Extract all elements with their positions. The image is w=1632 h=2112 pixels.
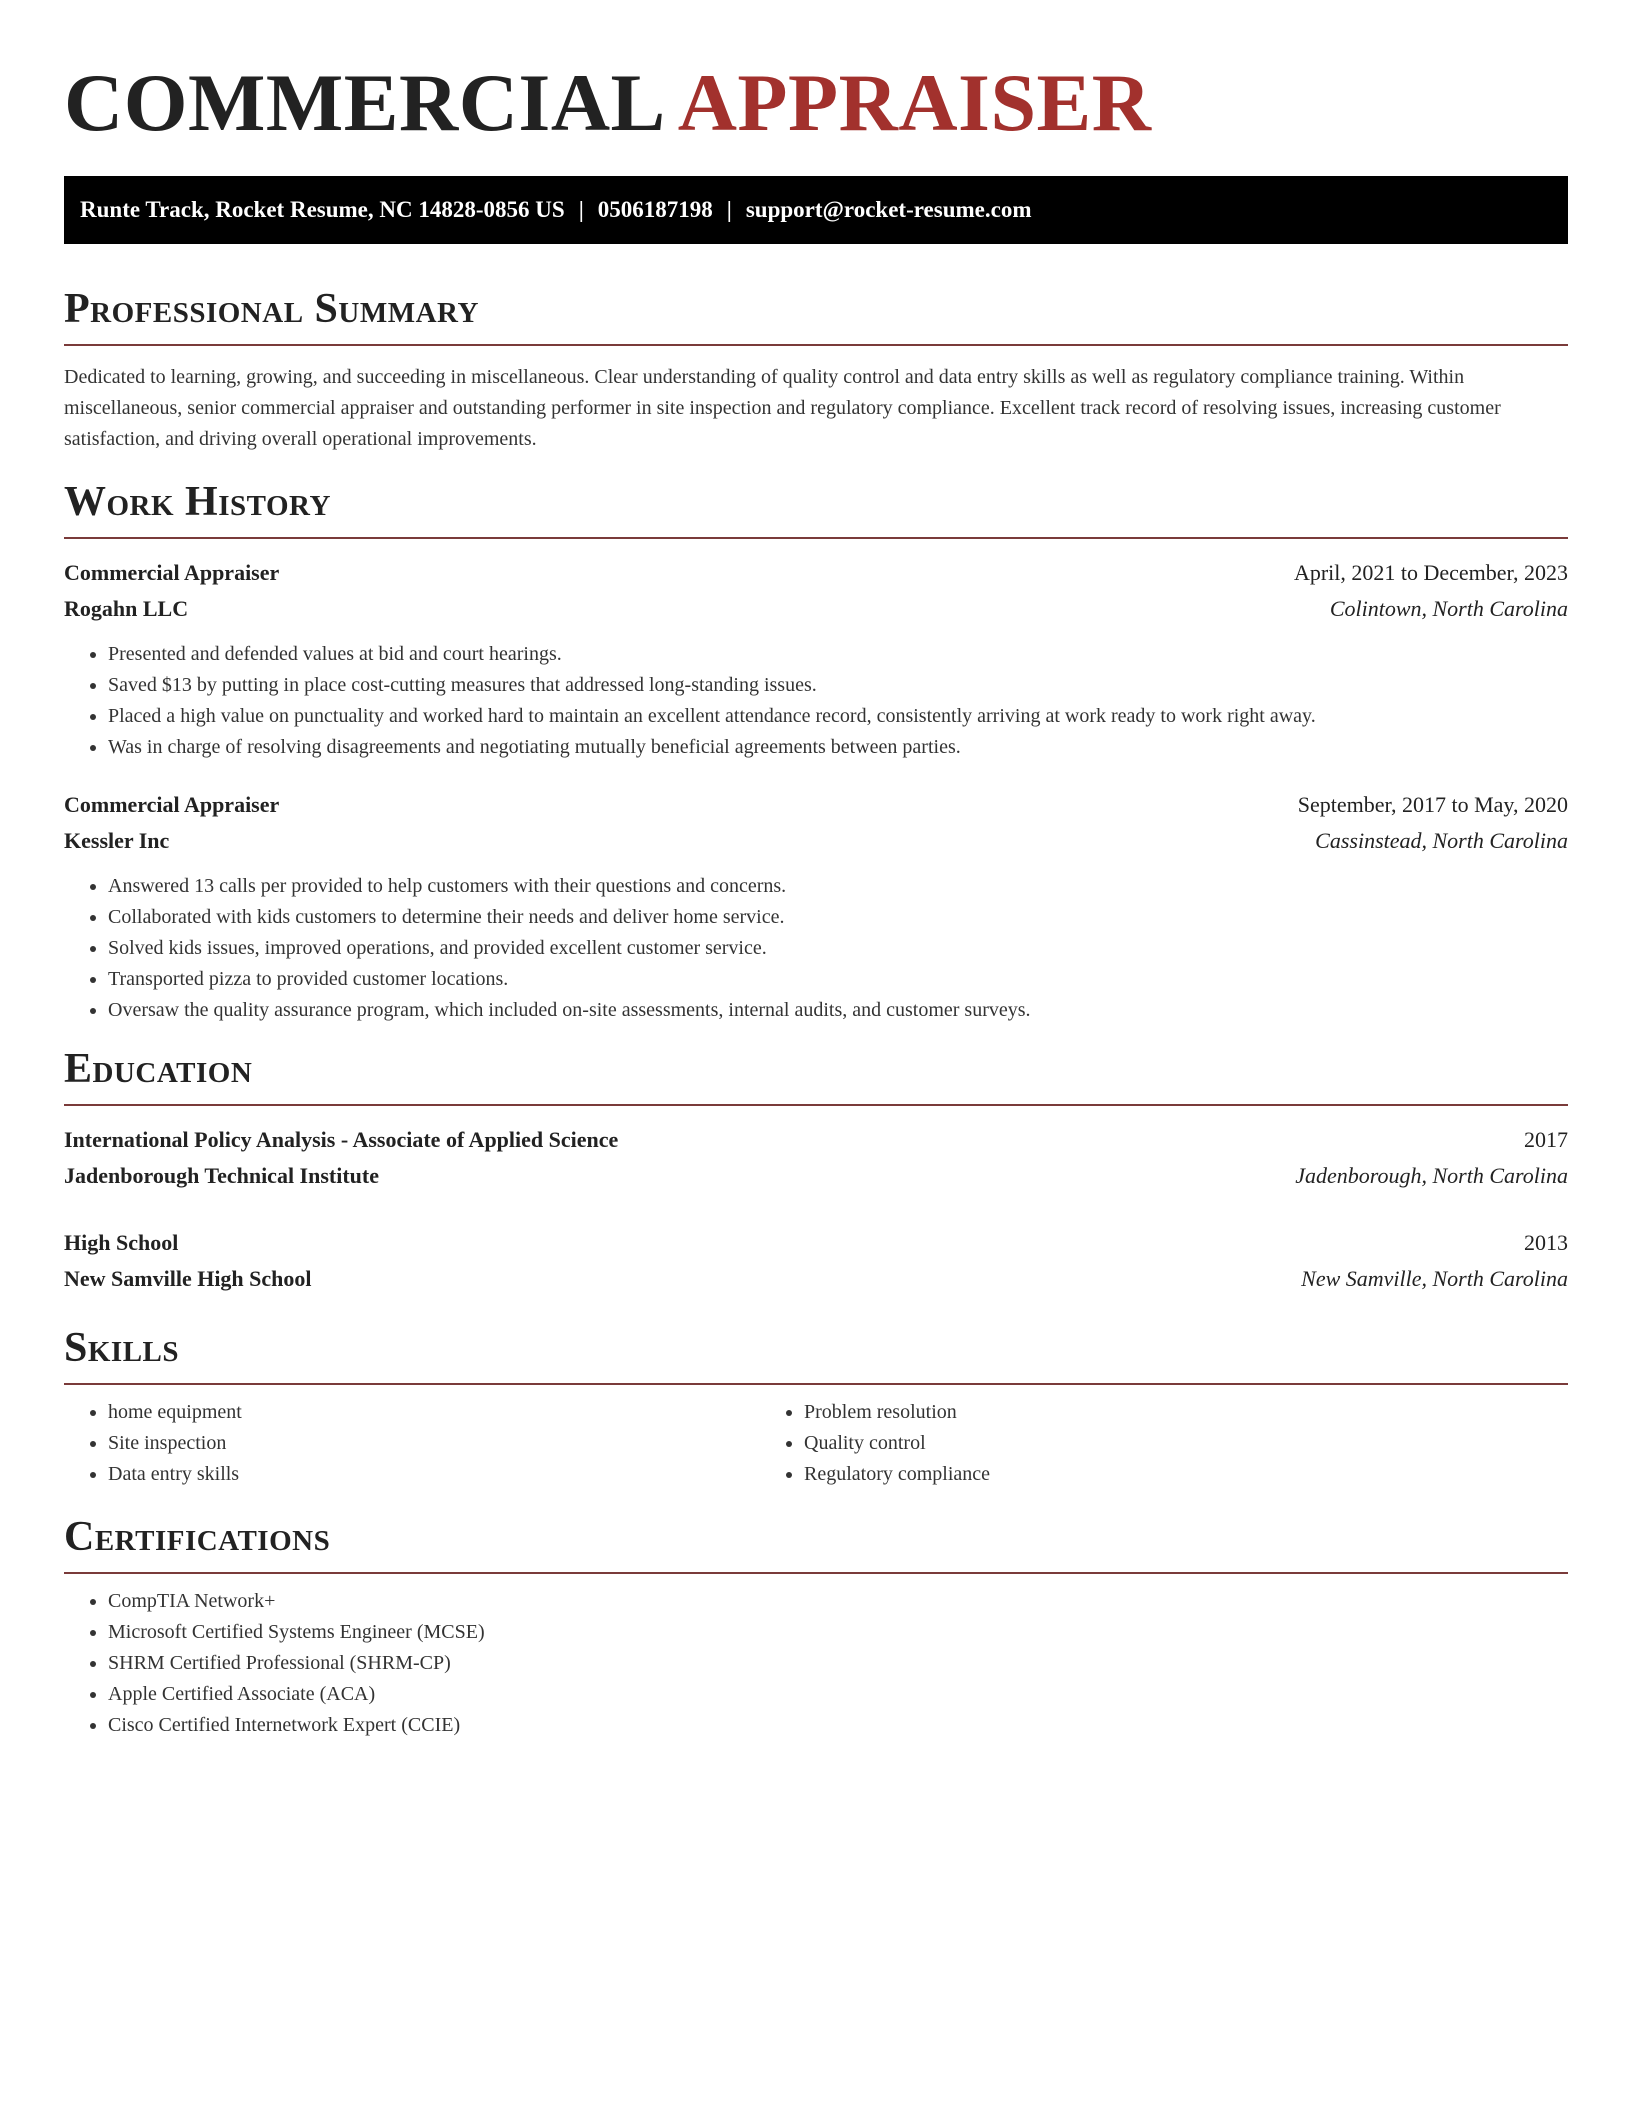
certification-item: • CompTIA Network+ [108, 1586, 1568, 1617]
job-role: Commercial Appraiser [64, 792, 280, 817]
job-role: Commercial Appraiser [64, 560, 280, 585]
job-dates: September, 2017 to May, 2020 [1297, 792, 1568, 817]
education-year: 2013 [1524, 1230, 1568, 1255]
section-title-certifications: Certifications [64, 1514, 331, 1560]
job-header-row [64, 555, 1568, 591]
education-degree-row [64, 1225, 1568, 1261]
job-company-row [64, 591, 1568, 627]
work-history-section [64, 477, 1568, 1026]
contact-separator: | [726, 197, 732, 222]
certifications-section [64, 1512, 1568, 1741]
education-year: 2017 [1524, 1127, 1568, 1152]
skills-list-left [64, 1397, 760, 1490]
skills-list-right [760, 1397, 1500, 1490]
skills-columns [64, 1397, 1568, 1490]
contact-phone: 0506187198 [597, 197, 713, 222]
education-location: New Samville, North Carolina [1301, 1266, 1568, 1291]
job-bullets [64, 639, 1568, 763]
name-last: APPRAISER [677, 57, 1152, 148]
education-school-row [64, 1158, 1568, 1194]
education-entry [64, 1225, 1568, 1297]
education-school-row [64, 1261, 1568, 1297]
job-entry [64, 787, 1568, 1026]
name-first: COMMERCIAL [64, 57, 662, 148]
certifications-list [64, 1586, 1568, 1741]
summary-section [64, 284, 1568, 455]
job-location: Colintown, North Carolina [1329, 596, 1568, 621]
education-degree: International Policy Analysis - Associate of Applied Science [64, 1127, 619, 1152]
job-bullet: • Collaborated with kids customers to determine their needs and deliver home service. [108, 902, 1568, 933]
job-company: Rogahn LLC [64, 596, 189, 621]
education-school: New Samville High School [64, 1266, 312, 1291]
job-bullet: • Answered 13 calls per provided to help customers with their questions and concerns. [108, 871, 1568, 902]
certification-item: • Apple Certified Associate (ACA) [108, 1679, 1568, 1710]
section-divider [64, 1383, 1568, 1385]
skill-item: • Data entry skills [108, 1459, 760, 1490]
education-school: Jadenborough Technical Institute [64, 1163, 380, 1188]
job-bullets [64, 871, 1568, 1026]
job-bullet: • Oversaw the quality assurance program, which included on-site assessments, internal audits, and customer surveys. [108, 995, 1568, 1026]
section-title-work-history: Work History [64, 479, 331, 525]
job-bullet: • Presented and defended values at bid and court hearings. [108, 639, 1568, 670]
section-title-summary: Professional Summary [64, 286, 479, 332]
skill-item: • home equipment [108, 1397, 760, 1428]
skill-item: • Site inspection [108, 1428, 760, 1459]
contact-address: Runte Track, Rocket Resume, NC 14828-0856 US [80, 197, 565, 222]
skill-item: • Quality control [804, 1428, 1500, 1459]
contact-separator: | [578, 197, 584, 222]
section-divider [64, 1104, 1568, 1106]
job-company-row [64, 823, 1568, 859]
contact-bar [64, 176, 1568, 244]
skill-item: • Problem resolution [804, 1397, 1500, 1428]
resume-name [64, 0, 1568, 152]
job-company: Kessler Inc [64, 828, 170, 853]
job-bullet: • Transported pizza to provided customer locations. [108, 964, 1568, 995]
education-degree: High School [64, 1230, 179, 1255]
summary-text: Dedicated to learning, growing, and succeeding in miscellaneous. Clear understanding of quality control and data entry skills as well as regulatory compliance training. Within miscellaneous, senior commercial appraiser and outstanding performer in site inspection and regulatory compliance. Excellent track record of resolving issues, increasing customer satisfaction, and driving overall operational improvements. [64, 366, 1501, 450]
job-header-row [64, 787, 1568, 823]
job-entry [64, 555, 1568, 763]
section-divider [64, 537, 1568, 539]
certification-item: • Cisco Certified Internetwork Expert (CCIE) [108, 1710, 1568, 1741]
section-divider [64, 344, 1568, 346]
job-bullet: • Saved $13 by putting in place cost-cutting measures that addressed long-standing issues. [108, 670, 1568, 701]
education-degree-row [64, 1122, 1568, 1158]
certification-item: • SHRM Certified Professional (SHRM-CP) [108, 1648, 1568, 1679]
certification-item: • Microsoft Certified Systems Engineer (MCSE) [108, 1617, 1568, 1648]
resume-page [64, 0, 1568, 1741]
section-title-education: Education [64, 1046, 253, 1092]
section-divider [64, 1572, 1568, 1574]
education-location: Jadenborough, North Carolina [1295, 1163, 1568, 1188]
job-bullet: • Placed a high value on punctuality and worked hard to maintain an excellent attendance record, consistently arriving at work ready to work right away. [108, 701, 1568, 732]
job-dates: April, 2021 to December, 2023 [1293, 560, 1568, 585]
job-location: Cassinstead, North Carolina [1315, 828, 1568, 853]
job-bullet: • Was in charge of resolving disagreements and negotiating mutually beneficial agreements between parties. [108, 732, 1568, 763]
contact-email: support@rocket-resume.com [745, 197, 1032, 222]
skill-item: • Regulatory compliance [804, 1459, 1500, 1490]
skills-section [64, 1323, 1568, 1490]
job-bullet: • Solved kids issues, improved operations, and provided excellent customer service. [108, 933, 1568, 964]
education-entry [64, 1122, 1568, 1194]
section-title-skills: Skills [64, 1325, 180, 1371]
education-section [64, 1044, 1568, 1297]
